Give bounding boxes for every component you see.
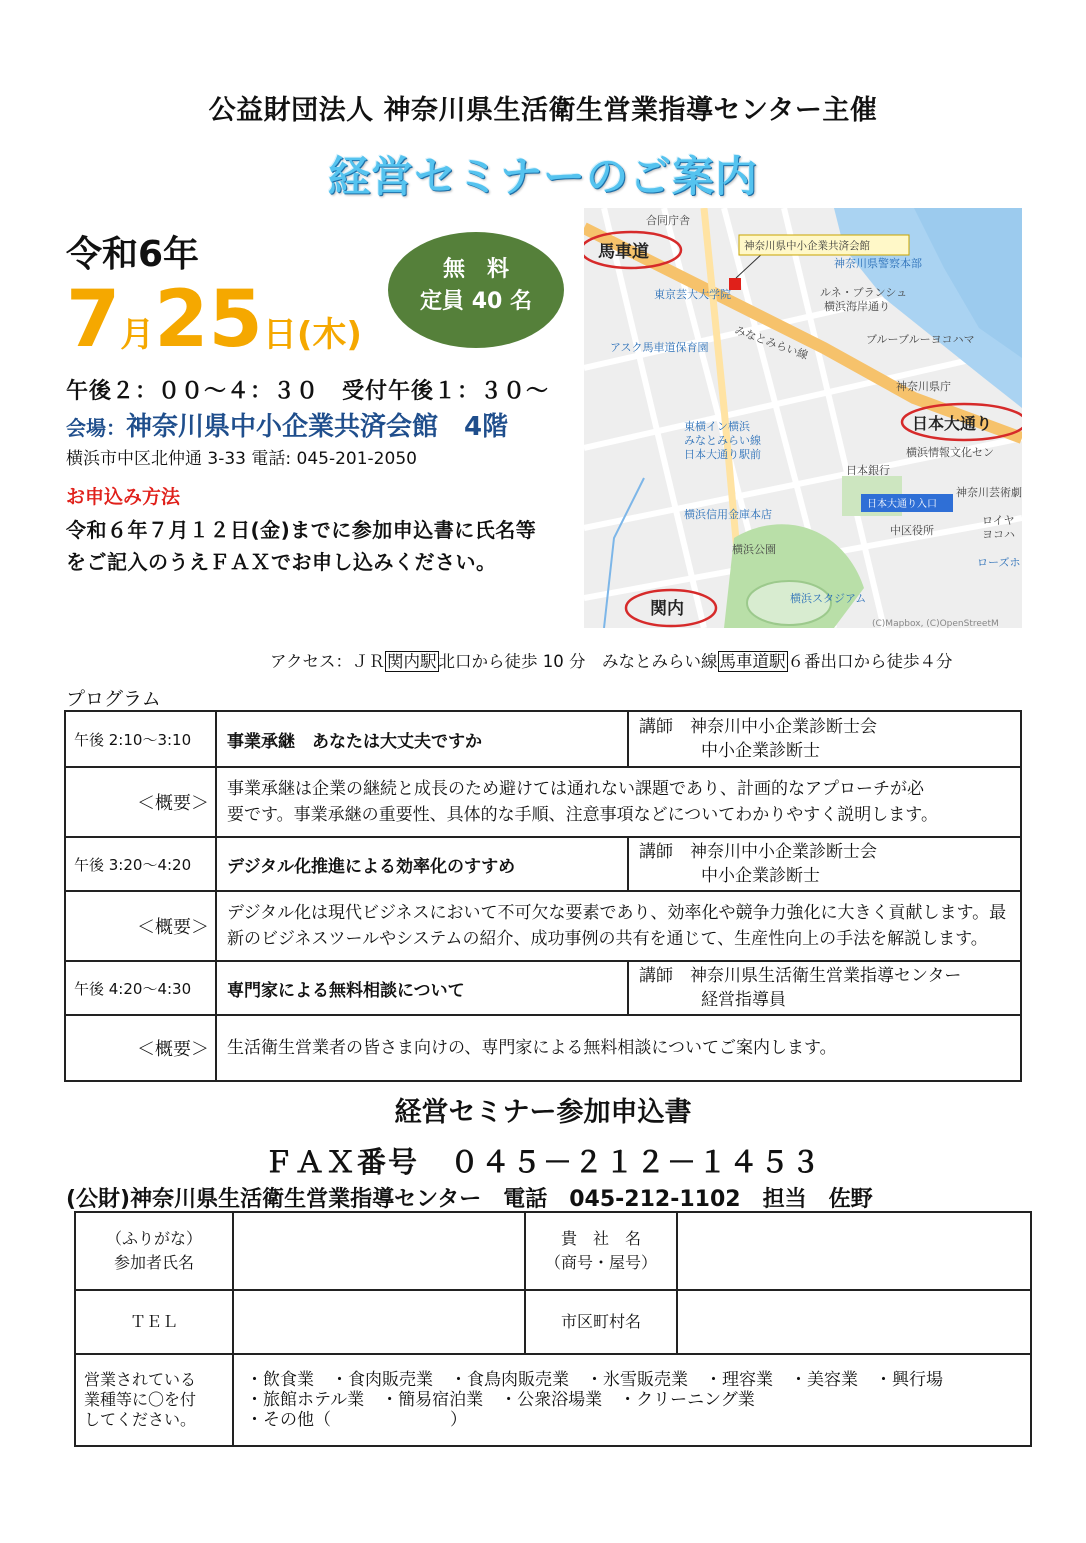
overview-label: ＜概要＞ <box>65 767 216 837</box>
session-topic: デジタル化推進による効率化のすすめ <box>216 837 628 891</box>
city-field[interactable] <box>677 1290 1031 1354</box>
venue-label: 会場： <box>66 416 126 440</box>
map-label-geino: 神奈川芸術劇 <box>956 486 1022 499</box>
overview-row <box>65 767 1021 837</box>
overview-line-2: 要です。事業承継の重要性、具体的な手順、注意事項などについてわかりやすく説明します。 <box>227 805 938 825</box>
overview-row <box>65 891 1021 961</box>
map-label-joho: 横浜情報文化セン <box>906 446 994 459</box>
form-row <box>75 1212 1031 1290</box>
company-name-field[interactable] <box>677 1212 1031 1290</box>
date-day: 25 <box>154 275 263 365</box>
form-row <box>75 1354 1031 1446</box>
session-time: 午後 2:10～3:10 <box>65 711 216 767</box>
session-lecturer <box>628 961 1021 1015</box>
event-time: 午後２：００～４：３０ 受付午後１：３０～ <box>66 379 550 404</box>
overview-label: ＜概要＞ <box>65 1015 216 1081</box>
business-type-options[interactable] <box>233 1354 1031 1446</box>
map-label-geidai: 東京芸大大学院 <box>654 288 731 301</box>
access-station-kannai: 関内駅 <box>387 652 437 671</box>
biz-label-line-2: 業種等に〇を付 <box>84 1390 197 1409</box>
event-date <box>66 275 362 365</box>
session-topic: 専門家による無料相談について <box>216 961 628 1015</box>
map-label-toyoko2: みなとみらい線 <box>684 434 761 447</box>
access-suffix: ６番出口から徒歩４分 <box>787 652 953 671</box>
map-label-stadium: 横浜スタジアム <box>790 592 867 605</box>
form-title: 経営セミナー参加申込書 <box>394 1097 692 1128</box>
overview-line-1: 事業承継は企業の継続と成長のため避けては通れない課題であり、計画的なアプローチが必 <box>227 779 924 799</box>
venue-address: 横浜市中区北仲通 3-33 電話: 045-201-2050 <box>66 449 417 469</box>
business-type-label <box>75 1354 233 1446</box>
map-label-copyright: (C)Mapbox, (C)OpenStreetM <box>872 619 999 628</box>
session-topic: 事業承継 あなたは大丈夫ですか <box>216 711 628 767</box>
map-label-asuku: アスク馬車道保育園 <box>610 341 709 354</box>
apply-heading: お申込み方法 <box>66 486 181 508</box>
date-month: 7 <box>66 275 121 365</box>
participant-name-field[interactable] <box>233 1212 525 1290</box>
map-label-bashamichi: 馬車道 <box>598 242 649 262</box>
map-label-rose: ローズホ <box>977 556 1021 569</box>
map-label-entrance: 日本大通り入口 <box>867 499 937 510</box>
company-label <box>525 1212 677 1290</box>
map-label-royal2: ヨコハ <box>982 528 1015 541</box>
access-info <box>270 648 953 672</box>
date-month-unit: 月 <box>120 315 155 355</box>
biz-options-line-3: ・その他（ ） <box>246 1410 467 1430</box>
access-prefix: アクセス：ＪＲ <box>270 652 386 671</box>
session-time: 午後 4:20～4:30 <box>65 961 216 1015</box>
overview-label: ＜概要＞ <box>65 891 216 961</box>
map-label-kaikan: 神奈川県中小企業共済会館 <box>744 240 870 252</box>
furigana-label: （ふりがな） <box>105 1229 202 1248</box>
company-name-label: 貴 社 名 <box>560 1229 641 1248</box>
map-label-bluebl: ブルーブルーヨコハマ <box>866 333 975 346</box>
center-contact: (公財)神奈川県生活衛生営業指導センター 電話 045-212-1102 担当 佐野 <box>66 1187 873 1212</box>
lecturer-line-1: 講師 神奈川県生活衛生営業指導センター <box>639 966 962 986</box>
page-title: 経営セミナーのご案内 <box>327 152 758 201</box>
organizer-heading: 公益財団法人 神奈川県生活衛生営業指導センター主催 <box>208 95 878 126</box>
map-label-nakaku: 中区役所 <box>890 524 934 537</box>
badge-capacity: 定員 40 名 <box>420 289 532 314</box>
overview-line-1: デジタル化は現代ビジネスにおいて不可欠な要素であり、効率化や競争力強化に大きく貢献します。最 <box>227 903 1007 923</box>
map-label-park: 横浜公園 <box>732 543 776 556</box>
venue-name: 神奈川県中小企業共済会館 4階 <box>126 412 509 442</box>
session-row <box>65 711 1021 767</box>
lecturer-line-1: 講師 神奈川中小企業診断士会 <box>639 842 877 862</box>
map-label-nihonodori: 日本大通り <box>912 414 993 433</box>
map-label-godo: 合同庁舎 <box>646 214 690 227</box>
session-row <box>65 837 1021 891</box>
venue-map <box>584 208 1022 628</box>
map-label-kencho: 神奈川県庁 <box>896 380 951 393</box>
map-label-shinkin: 横浜信用金庫本店 <box>684 508 772 521</box>
map-label-police: 神奈川県警察本部 <box>834 257 922 270</box>
map-label-boj: 日本銀行 <box>846 464 890 477</box>
city-label: 市区町村名 <box>525 1290 677 1354</box>
form-row <box>75 1290 1031 1354</box>
overview-line-1: 生活衛生営業者の皆さま向けの、専門家による無料相談についてご案内します。 <box>227 1038 837 1058</box>
lecturer-line-2: 中小企業診断士 <box>701 866 820 886</box>
session-overview <box>216 891 1021 961</box>
trade-name-label: （商号・屋号） <box>544 1253 657 1272</box>
overview-row <box>65 1015 1021 1081</box>
map-label-toyoko1: 東横イン横浜 <box>684 420 750 433</box>
access-station-bashamichi: 馬車道駅 <box>719 652 786 671</box>
venue <box>66 406 508 443</box>
participant-name-label: 参加者氏名 <box>113 1253 194 1272</box>
date-day-unit: 日 <box>262 315 297 355</box>
session-lecturer <box>628 711 1021 767</box>
biz-options-line-1: ・飲食業 ・食肉販売業 ・食鳥肉販売業 ・氷雪販売業 ・理容業 ・美容業 ・興行場 <box>246 1370 943 1390</box>
apply-line-2: をご記入のうえＦＡＸでお申し込みください。 <box>66 550 497 574</box>
badge-free: 無 料 <box>442 257 509 282</box>
apply-line-1: 令和６年７月１２日(金)までに参加申込書に氏名等 <box>66 518 537 542</box>
era-year: 令和6年 <box>66 234 200 275</box>
session-overview <box>216 767 1021 837</box>
map-label-toyoko3: 日本大通り駅前 <box>684 448 761 461</box>
biz-label-line-1: 営業されている <box>84 1370 197 1389</box>
lecturer-line-1: 講師 神奈川中小企業診断士会 <box>639 717 877 737</box>
fax-number: ＦＡＸ番号 ０４５－２１２－１４５３ <box>263 1145 822 1179</box>
access-mid: 北口から徒歩 10 分 みなとみらい線 <box>438 652 718 671</box>
tel-field[interactable] <box>233 1290 525 1354</box>
map-label-lune: ルネ・ブランシュ <box>820 286 908 299</box>
program-label: プログラム <box>66 688 161 710</box>
map-label-kaigan: 横浜海岸通り <box>824 300 890 313</box>
biz-options-line-2: ・旅館ホテル業 ・簡易宿泊業 ・公衆浴場業 ・クリーニング業 <box>246 1390 755 1410</box>
biz-label-line-3: してください。 <box>84 1410 197 1429</box>
lecturer-line-2: 中小企業診断士 <box>701 741 820 761</box>
free-capacity-badge <box>388 232 564 348</box>
apply-instructions <box>66 514 586 578</box>
name-label <box>75 1212 233 1290</box>
application-form <box>74 1211 1032 1447</box>
session-lecturer <box>628 837 1021 891</box>
map-label-minatomirai: みなとみらい線 <box>732 323 810 363</box>
tel-label: ＴＥＬ <box>75 1290 233 1354</box>
map-label-royal1: ロイヤ <box>982 514 1015 527</box>
program-table <box>64 710 1022 1082</box>
session-overview <box>216 1015 1021 1081</box>
date-weekday: (木) <box>296 315 362 355</box>
session-time: 午後 3:20～4:20 <box>65 837 216 891</box>
session-row <box>65 961 1021 1015</box>
map-label-kannai: 関内 <box>650 599 684 619</box>
overview-line-2: 新のビジネスツールやシステムの紹介、成功事例の共有を通じて、生産性向上の手法を解説します。 <box>227 929 988 949</box>
lecturer-line-2: 経営指導員 <box>701 990 786 1010</box>
